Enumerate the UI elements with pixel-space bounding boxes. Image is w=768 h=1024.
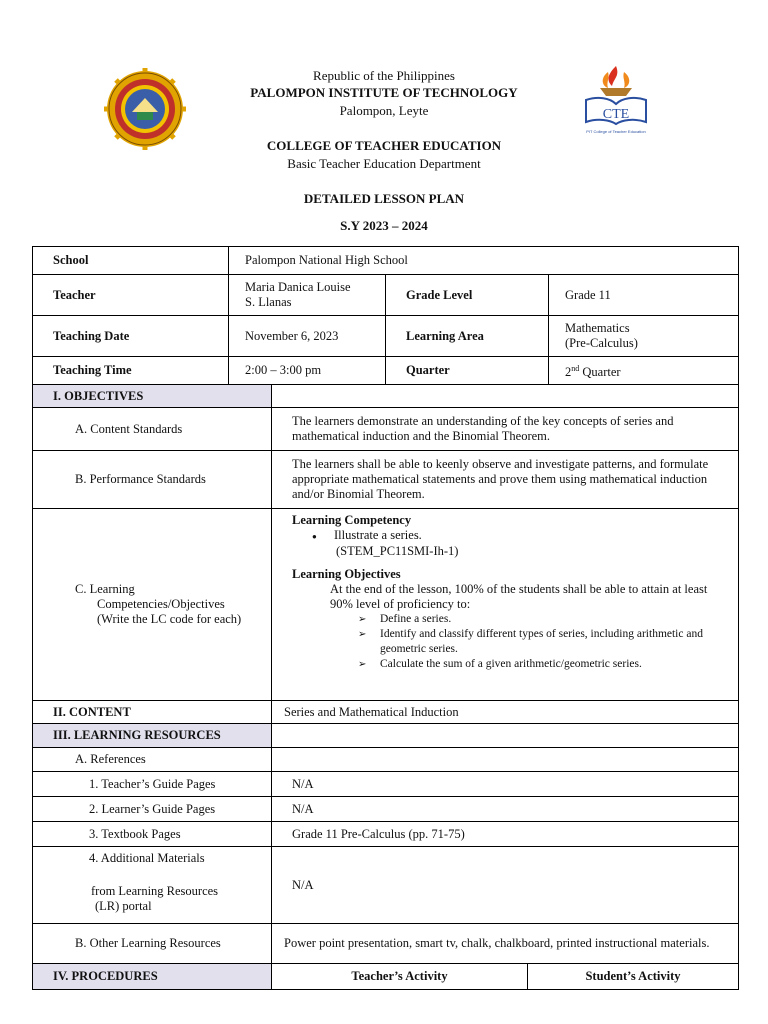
time-value: 2:00 – 3:00 pm (229, 357, 386, 385)
area-label: Learning Area (386, 316, 549, 357)
teacher-value: Maria Danica Louise S. Llanas (229, 275, 386, 316)
department-name: Basic Teacher Education Department (287, 156, 481, 171)
objectives-intro: At the end of the lesson, 100% of the students shall be able to attain at least 90% level of proficiency to: (330, 582, 708, 611)
performance-standards-text: The learners shall be able to keenly observe and investigate patterns, and formulate appropriate mathematical statements and prove them using mathematical induction and/or Binomial Theorem. (272, 451, 739, 509)
performance-standards-label: B. Performance Standards (33, 451, 272, 509)
lesson-plan-table (32, 384, 739, 990)
grade-label: Grade Level (386, 275, 549, 316)
competency-item: ● Illustrate a series. (292, 528, 730, 544)
objectives-section-header: I. OBJECTIVES (33, 385, 272, 408)
procedures-section-header: IV. PROCEDURES (33, 964, 272, 990)
textbook-label: 3. Textbook Pages (33, 822, 272, 847)
other-resources-label: B. Other Learning Resources (33, 924, 272, 964)
teachers-guide-value: N/A (272, 772, 739, 797)
content-section-header: II. CONTENT (33, 701, 272, 724)
institution-location: Palompon, Leyte (339, 103, 429, 118)
republic-line: Republic of the Philippines (313, 68, 455, 83)
document-title: DETAILED LESSON PLAN (303, 191, 465, 206)
competencies-label: C. Learning Competencies/Objectives (Write the LC code for each) (33, 509, 272, 701)
references-label: A. References (33, 748, 272, 772)
teacher-activity-header: Teacher’s Activity (272, 964, 528, 990)
textbook-value: Grade 11 Pre-Calculus (pp. 71-75) (272, 822, 739, 847)
date-label: Teaching Date (33, 316, 229, 357)
objectives-heading: Learning Objectives (292, 567, 401, 581)
school-value: Palompon National High School (229, 247, 739, 275)
objective-item: ➢ Define a series. (358, 612, 730, 627)
teachers-guide-label: 1. Teacher’s Guide Pages (33, 772, 272, 797)
time-label: Teaching Time (33, 357, 229, 385)
competencies-content (272, 509, 739, 701)
objective-item: ➢ Calculate the sum of a given arithmetic/geometric series. (358, 657, 730, 672)
additional-materials-value: N/A (272, 847, 739, 924)
additional-materials-label: 4. Additional Materials from Learning Resources (LR) portal (33, 847, 272, 924)
quarter-label: Quarter (386, 357, 549, 385)
grade-value: Grade 11 (549, 275, 739, 316)
student-activity-header: Student’s Activity (528, 964, 739, 990)
learners-guide-label: 2. Learner’s Guide Pages (33, 797, 272, 822)
quarter-value: 2nd Quarter (549, 357, 739, 385)
content-value: Series and Mathematical Induction (272, 701, 739, 724)
content-standards-label: A. Content Standards (33, 408, 272, 451)
objective-item: ➢ Identify and classify different types of series, including arithmetic and geometric series. (358, 627, 730, 657)
date-value: November 6, 2023 (229, 316, 386, 357)
institution-name: PALOMPON INSTITUTE OF TECHNOLOGY (250, 85, 518, 100)
other-resources-value: Power point presentation, smart tv, chalk, chalkboard, printed instructional materials. (272, 924, 739, 964)
area-value: Mathematics (Pre-Calculus) (549, 316, 739, 357)
resources-section-header: III. LEARNING RESOURCES (33, 724, 272, 748)
lesson-info-table (32, 246, 739, 385)
college-name: COLLEGE OF TEACHER EDUCATION (266, 138, 502, 153)
logo-caption: PIT College of Teacher Education (586, 129, 646, 134)
competency-heading: Learning Competency (292, 513, 412, 527)
learners-guide-value: N/A (272, 797, 739, 822)
school-label: School (33, 247, 229, 275)
content-standards-text: The learners demonstrate an understanding of the key concepts of series and mathematical induction and the Binomial Theorem. (272, 408, 739, 451)
competency-code: (STEM_PC11SMI-Ih-1) (336, 544, 459, 558)
school-year: S.Y 2023 – 2024 (340, 218, 428, 233)
teacher-label: Teacher (33, 275, 229, 316)
logo-text: CTE (602, 107, 630, 122)
